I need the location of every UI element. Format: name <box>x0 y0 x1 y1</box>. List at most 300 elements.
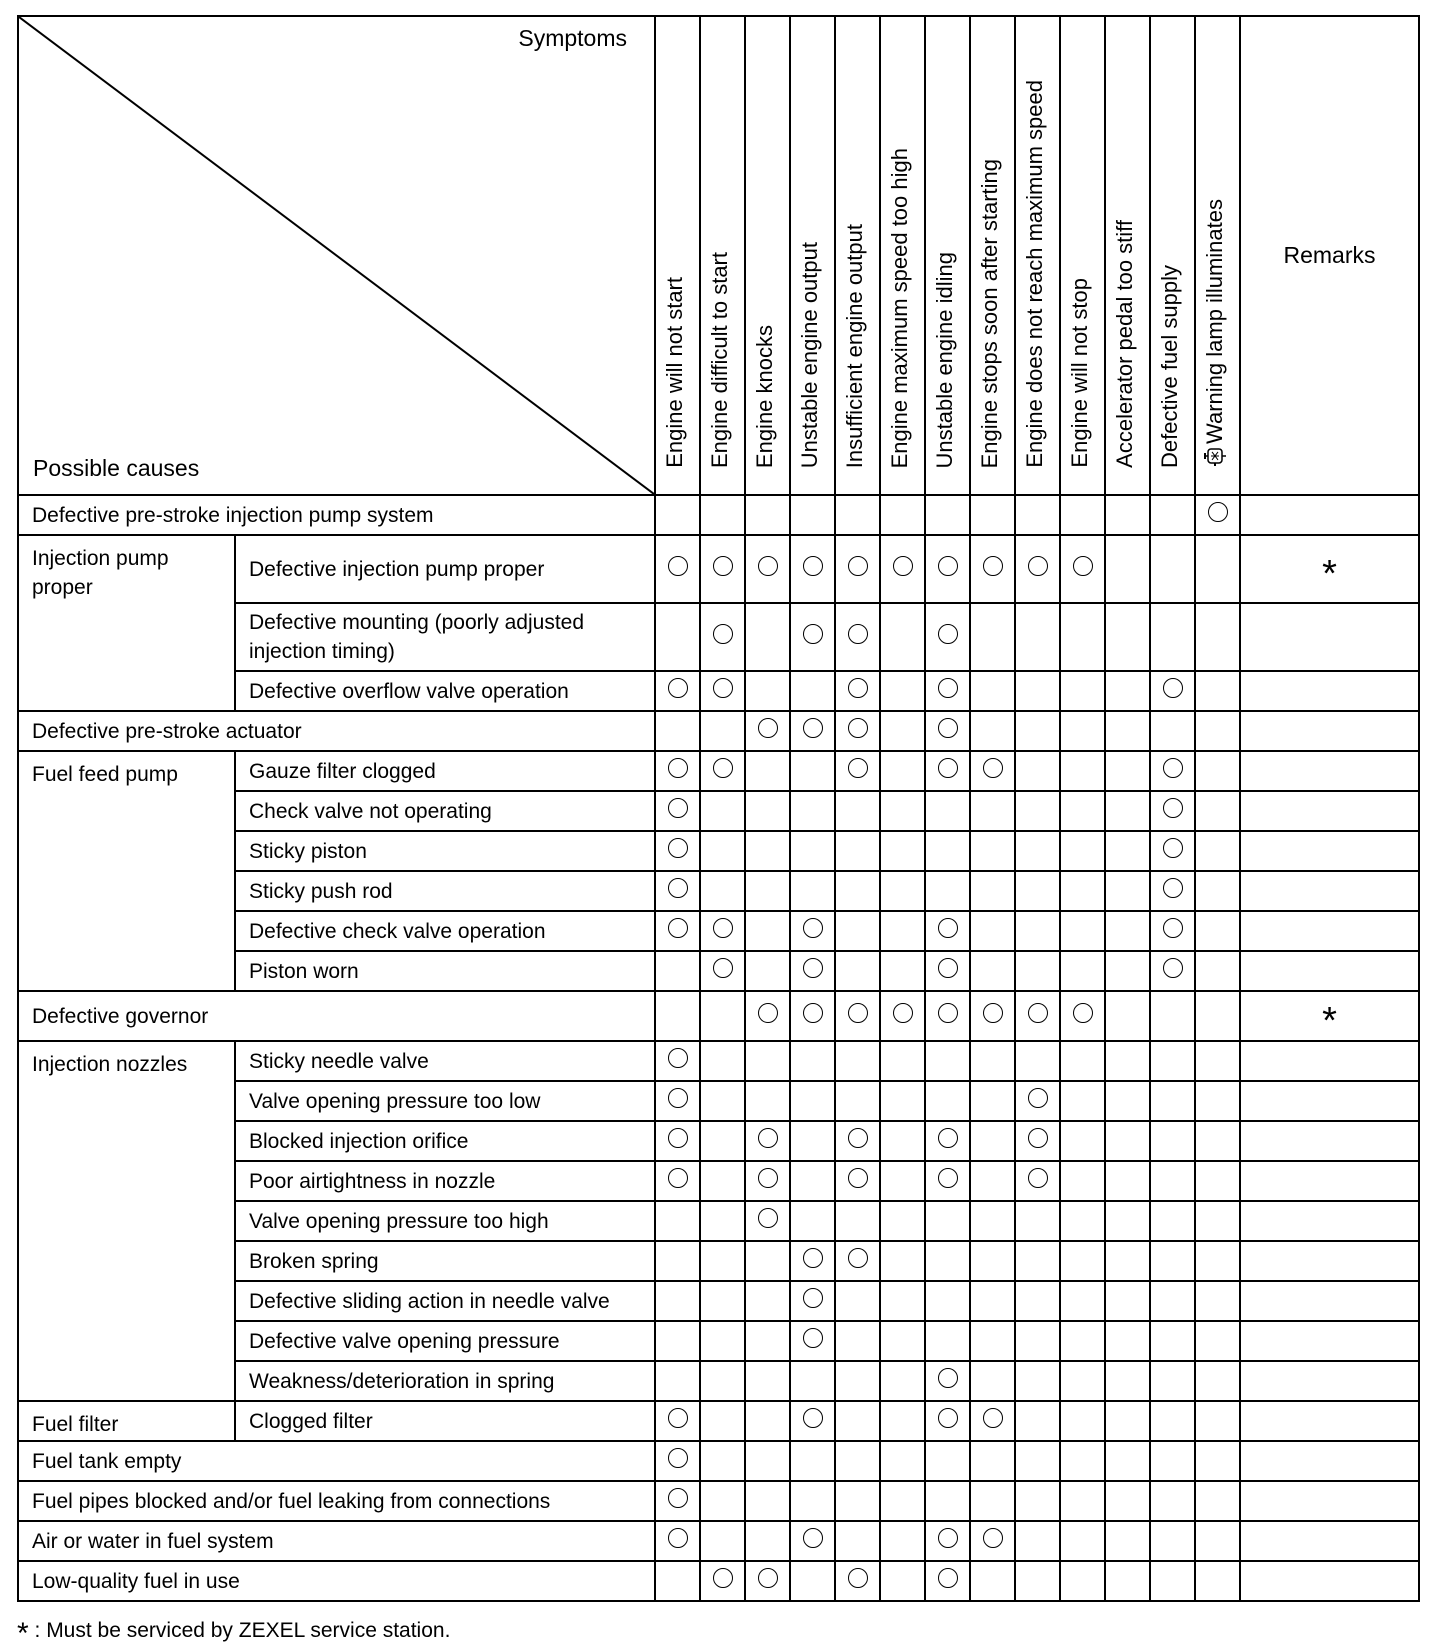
symptom-cell <box>970 1361 1015 1401</box>
symptom-cell <box>835 1081 880 1121</box>
symptom-cell <box>655 751 700 791</box>
symptom-cell <box>925 535 970 603</box>
symptom-cell <box>925 751 970 791</box>
symptom-cell <box>1195 1321 1240 1361</box>
cause-label: Defective pre-stroke actuator <box>18 711 655 751</box>
symptom-cell <box>1195 711 1240 751</box>
symptom-cell <box>655 1201 700 1241</box>
circle-mark-icon <box>758 1568 778 1588</box>
symptom-cell <box>655 1241 700 1281</box>
symptom-cell <box>835 911 880 951</box>
table-row <box>18 751 1419 791</box>
symptom-cell <box>970 791 1015 831</box>
symptom-cell <box>1195 1481 1240 1521</box>
circle-mark-icon <box>668 1488 688 1508</box>
symptom-label <box>709 252 731 468</box>
circle-mark-icon <box>713 678 733 698</box>
symptom-cell <box>1060 1361 1105 1401</box>
circle-mark-icon <box>848 678 868 698</box>
circle-mark-icon <box>1073 1003 1093 1023</box>
symptom-cell <box>970 911 1015 951</box>
symptom-cell <box>1060 1081 1105 1121</box>
symptom-cell <box>655 1281 700 1321</box>
symptom-cell <box>880 831 925 871</box>
symptom-cell <box>925 1081 970 1121</box>
symptom-cell <box>835 1441 880 1481</box>
circle-mark-icon <box>938 1568 958 1588</box>
cause-category: Fuel filter <box>18 1401 235 1441</box>
symptom-cell <box>700 1561 745 1601</box>
symptom-cell <box>1060 711 1105 751</box>
symptom-cell <box>1060 991 1105 1041</box>
circle-mark-icon <box>848 556 868 576</box>
circle-mark-icon <box>803 718 823 738</box>
symptom-cell <box>835 1241 880 1281</box>
cause-label: Poor airtightness in nozzle <box>235 1161 655 1201</box>
symptom-cell <box>1015 1401 1060 1441</box>
symptom-cell <box>790 1081 835 1121</box>
symptom-cell <box>1195 1161 1240 1201</box>
symptom-cell <box>1060 791 1105 831</box>
symptom-cell <box>1105 1201 1150 1241</box>
circle-mark-icon <box>668 838 688 858</box>
symptom-cell <box>925 951 970 991</box>
symptom-cell <box>970 1041 1015 1081</box>
symptom-header <box>655 16 700 495</box>
symptom-cell <box>1105 495 1150 535</box>
symptom-cell <box>925 1521 970 1561</box>
symptom-header <box>1195 16 1240 495</box>
remarks-cell <box>1240 1521 1419 1561</box>
symptom-cell <box>835 1521 880 1561</box>
symptom-cell <box>835 495 880 535</box>
symptom-cell <box>745 495 790 535</box>
symptom-cell <box>1060 1281 1105 1321</box>
table-row <box>18 1521 1419 1561</box>
circle-mark-icon <box>938 624 958 644</box>
symptom-cell <box>1150 1081 1195 1121</box>
symptom-cell <box>1150 535 1195 603</box>
symptom-cell <box>1060 751 1105 791</box>
symptom-cell <box>1195 495 1240 535</box>
symptom-header <box>1015 16 1060 495</box>
symptom-cell <box>700 1081 745 1121</box>
symptom-cell <box>1195 791 1240 831</box>
troubleshooting-table <box>17 15 1420 1602</box>
circle-mark-icon <box>983 1528 1003 1548</box>
circle-mark-icon <box>803 1288 823 1308</box>
symptom-text: Engine difficult to start <box>707 251 732 468</box>
circle-mark-icon <box>803 624 823 644</box>
symptom-cell <box>655 1321 700 1361</box>
symptom-cell <box>1105 711 1150 751</box>
symptom-cell <box>1015 603 1060 671</box>
symptom-cell <box>1060 1121 1105 1161</box>
symptom-cell <box>1195 1561 1240 1601</box>
symptom-cell <box>655 911 700 951</box>
symptom-cell <box>1150 1121 1195 1161</box>
symptom-header <box>700 16 745 495</box>
circle-mark-icon <box>1163 958 1183 978</box>
symptom-cell <box>970 1081 1015 1121</box>
symptom-cell <box>655 871 700 911</box>
symptom-cell <box>745 1121 790 1161</box>
symptom-cell <box>790 603 835 671</box>
symptom-cell <box>1015 1241 1060 1281</box>
circle-mark-icon <box>938 556 958 576</box>
symptom-label <box>1159 265 1181 468</box>
symptom-header <box>970 16 1015 495</box>
symptom-cell <box>1105 991 1150 1041</box>
symptom-cell <box>970 1401 1015 1441</box>
symptom-cell <box>925 791 970 831</box>
circle-mark-icon <box>893 1003 913 1023</box>
symptom-cell <box>1015 1361 1060 1401</box>
symptom-cell <box>835 951 880 991</box>
circle-mark-icon <box>803 1408 823 1428</box>
remarks-cell <box>1240 871 1419 911</box>
symptom-cell <box>1150 603 1195 671</box>
circle-mark-icon <box>1028 1128 1048 1148</box>
symptom-cell <box>1150 991 1195 1041</box>
symptom-cell <box>790 751 835 791</box>
remarks-header: Remarks <box>1240 16 1419 495</box>
symptom-cell <box>1150 495 1195 535</box>
symptom-cell <box>925 871 970 911</box>
symptom-cell <box>1195 1201 1240 1241</box>
symptom-cell <box>1150 1361 1195 1401</box>
symptom-cell <box>790 495 835 535</box>
symptom-cell <box>1105 1521 1150 1561</box>
symptom-cell <box>700 1201 745 1241</box>
symptom-cell <box>880 1041 925 1081</box>
remarks-cell <box>1240 911 1419 951</box>
symptom-cell <box>790 1561 835 1601</box>
symptom-text: Engine will not start <box>662 277 687 468</box>
symptom-cell <box>1105 1241 1150 1281</box>
symptom-cell <box>970 831 1015 871</box>
symptom-cell <box>925 1321 970 1361</box>
symptom-cell <box>835 1281 880 1321</box>
diagonal-header-cell <box>18 16 655 495</box>
symptom-cell <box>1150 751 1195 791</box>
remarks-cell <box>1240 1041 1419 1081</box>
symptom-cell <box>1015 1281 1060 1321</box>
symptom-cell <box>745 831 790 871</box>
symptom-cell <box>970 1521 1015 1561</box>
table-row <box>18 1441 1419 1481</box>
symptom-cell <box>1015 1201 1060 1241</box>
symptom-cell <box>745 1561 790 1601</box>
symptom-cell <box>835 1121 880 1161</box>
table-row <box>18 711 1419 751</box>
remarks-cell <box>1240 711 1419 751</box>
symptom-cell <box>700 791 745 831</box>
symptom-cell <box>880 1401 925 1441</box>
symptom-text: Engine knocks <box>752 324 777 468</box>
circle-mark-icon <box>1163 838 1183 858</box>
symptom-cell <box>1195 535 1240 603</box>
symptom-cell <box>1195 671 1240 711</box>
symptom-cell <box>880 1561 925 1601</box>
symptom-cell <box>1195 871 1240 911</box>
circle-mark-icon <box>668 1128 688 1148</box>
symptom-header <box>1150 16 1195 495</box>
symptom-cell <box>655 603 700 671</box>
symptom-cell <box>835 991 880 1041</box>
symptom-cell <box>970 751 1015 791</box>
circle-mark-icon <box>848 758 868 778</box>
remarks-cell <box>1240 671 1419 711</box>
symptom-cell <box>700 1401 745 1441</box>
circle-mark-icon <box>848 1128 868 1148</box>
cause-label: Low-quality fuel in use <box>18 1561 655 1601</box>
symptom-cell <box>925 1041 970 1081</box>
table-row <box>18 535 1419 603</box>
symptom-cell <box>880 1521 925 1561</box>
symptom-cell <box>700 831 745 871</box>
symptom-cell <box>700 671 745 711</box>
symptom-cell <box>1015 871 1060 911</box>
cause-label: Clogged filter <box>235 1401 655 1441</box>
symptom-cell <box>1195 1121 1240 1161</box>
symptom-cell <box>880 871 925 911</box>
circle-mark-icon <box>668 1048 688 1068</box>
symptom-cell <box>1195 1081 1240 1121</box>
symptom-cell <box>1195 951 1240 991</box>
circle-mark-icon <box>1208 502 1228 522</box>
symptom-cell <box>880 535 925 603</box>
symptom-cell <box>970 671 1015 711</box>
symptom-cell <box>1195 1281 1240 1321</box>
symptom-cell <box>880 603 925 671</box>
symptom-text: Engine does not reach maximum speed <box>1022 80 1047 468</box>
remarks-cell: * <box>1240 535 1419 603</box>
remarks-cell <box>1240 1561 1419 1601</box>
cause-label: Defective governor <box>18 991 655 1041</box>
symptom-label <box>1114 220 1136 468</box>
symptom-cell <box>835 831 880 871</box>
symptom-cell <box>700 711 745 751</box>
symptom-cell <box>1060 1161 1105 1201</box>
cause-label: Gauze filter clogged <box>235 751 655 791</box>
symptom-cell <box>1150 1481 1195 1521</box>
symptom-cell <box>1105 1481 1150 1521</box>
symptom-cell <box>745 791 790 831</box>
possible-causes-label: Possible causes <box>33 455 200 481</box>
symptom-cell <box>970 1121 1015 1161</box>
symptom-cell <box>1150 711 1195 751</box>
symptom-cell <box>745 991 790 1041</box>
symptom-cell <box>1105 791 1150 831</box>
footnote <box>17 1617 450 1651</box>
circle-mark-icon <box>758 1128 778 1148</box>
symptom-cell <box>1150 1281 1195 1321</box>
symptom-cell <box>1015 751 1060 791</box>
cause-label: Piston worn <box>235 951 655 991</box>
symptom-cell <box>1150 871 1195 911</box>
symptom-cell <box>745 1081 790 1121</box>
symptom-cell <box>970 1561 1015 1601</box>
symptom-cell <box>1015 711 1060 751</box>
symptom-cell <box>1105 751 1150 791</box>
symptom-cell <box>1195 1361 1240 1401</box>
symptom-cell <box>1015 1121 1060 1161</box>
symptom-cell <box>700 495 745 535</box>
circle-mark-icon <box>668 878 688 898</box>
symptom-cell <box>700 951 745 991</box>
symptom-cell <box>700 911 745 951</box>
circle-mark-icon <box>1163 798 1183 818</box>
circle-mark-icon <box>848 1568 868 1588</box>
symptom-cell <box>655 1361 700 1401</box>
circle-mark-icon <box>983 758 1003 778</box>
symptom-cell <box>790 1521 835 1561</box>
remarks-cell <box>1240 1161 1419 1201</box>
symptom-header <box>1105 16 1150 495</box>
engine-warning-lamp-icon <box>1204 444 1226 468</box>
symptom-cell <box>1060 1241 1105 1281</box>
symptom-cell <box>1060 1201 1105 1241</box>
symptom-cell <box>925 1201 970 1241</box>
symptom-cell <box>1015 1041 1060 1081</box>
symptom-cell <box>1015 791 1060 831</box>
circle-mark-icon <box>803 918 823 938</box>
symptom-cell <box>835 791 880 831</box>
symptom-cell <box>655 991 700 1041</box>
symptom-cell <box>745 671 790 711</box>
symptom-cell <box>1150 1521 1195 1561</box>
symptom-cell <box>1015 991 1060 1041</box>
symptom-cell <box>1015 1321 1060 1361</box>
symptom-cell <box>835 1561 880 1601</box>
symptom-cell <box>835 1401 880 1441</box>
symptom-cell <box>1105 1041 1150 1081</box>
symptom-cell <box>1015 495 1060 535</box>
symptom-cell <box>925 1401 970 1441</box>
circle-mark-icon <box>1163 678 1183 698</box>
table-row <box>18 991 1419 1041</box>
symptom-cell <box>1015 1081 1060 1121</box>
symptom-cell <box>745 1241 790 1281</box>
symptom-cell <box>1015 1521 1060 1561</box>
symptom-cell <box>1150 1241 1195 1281</box>
symptom-cell <box>880 1161 925 1201</box>
remarks-cell <box>1240 1361 1419 1401</box>
circle-mark-icon <box>668 1448 688 1468</box>
cause-label: Defective mounting (poorly adjusted injection timing) <box>235 603 655 671</box>
symptom-text: Insufficient engine output <box>842 223 867 468</box>
symptom-cell <box>1195 1521 1240 1561</box>
symptom-cell <box>1150 671 1195 711</box>
symptom-cell <box>745 1521 790 1561</box>
symptom-label <box>979 159 1001 468</box>
circle-mark-icon <box>938 718 958 738</box>
symptom-cell <box>790 911 835 951</box>
symptom-cell <box>790 831 835 871</box>
symptom-cell <box>1195 991 1240 1041</box>
symptom-cell <box>925 1361 970 1401</box>
symptom-text: Warning lamp illuminates <box>1202 199 1227 444</box>
symptom-cell <box>790 1041 835 1081</box>
symptom-cell <box>1195 911 1240 951</box>
symptom-cell <box>700 1041 745 1081</box>
table-row <box>18 495 1419 535</box>
cause-label: Defective pre-stroke injection pump system <box>18 495 655 535</box>
circle-mark-icon <box>938 1003 958 1023</box>
symptom-label <box>1024 80 1046 468</box>
symptom-label <box>664 277 686 468</box>
footnote-text: : Must be serviced by ZEXEL service station. <box>28 1619 451 1642</box>
table-row <box>18 1561 1419 1601</box>
symptom-label <box>799 242 821 468</box>
symptom-cell <box>700 991 745 1041</box>
symptom-cell <box>925 1121 970 1161</box>
symptom-cell <box>1105 1081 1150 1121</box>
symptom-cell <box>745 951 790 991</box>
symptom-cell <box>880 1121 925 1161</box>
symptom-text: Engine stops soon after starting <box>977 158 1002 468</box>
circle-mark-icon <box>713 918 733 938</box>
circle-mark-icon <box>758 556 778 576</box>
symptom-cell <box>1105 871 1150 911</box>
symptom-cell <box>1150 791 1195 831</box>
circle-mark-icon <box>983 1003 1003 1023</box>
circle-mark-icon <box>1028 1003 1048 1023</box>
cause-label: Valve opening pressure too high <box>235 1201 655 1241</box>
symptom-cell <box>1105 911 1150 951</box>
symptom-cell <box>1195 831 1240 871</box>
symptom-cell <box>1060 1521 1105 1561</box>
symptom-cell <box>925 1281 970 1321</box>
symptom-cell <box>745 1201 790 1241</box>
remarks-cell <box>1240 831 1419 871</box>
circle-mark-icon <box>668 1408 688 1428</box>
symptom-cell <box>700 871 745 911</box>
symptom-cell <box>1150 831 1195 871</box>
circle-mark-icon <box>938 1528 958 1548</box>
symptom-text: Accelerator pedal too stiff <box>1112 220 1137 468</box>
symptom-cell <box>790 991 835 1041</box>
symptom-cell <box>655 1521 700 1561</box>
symptom-cell <box>1150 1561 1195 1601</box>
circle-mark-icon <box>803 1328 823 1348</box>
circle-mark-icon <box>803 1003 823 1023</box>
symptom-label <box>1069 278 1091 468</box>
header-row <box>18 16 1419 495</box>
symptom-cell <box>790 1321 835 1361</box>
symptom-label <box>844 224 866 468</box>
symptom-cell <box>1060 495 1105 535</box>
symptom-cell <box>1060 603 1105 671</box>
symptom-text: Engine maximum speed too high <box>887 147 912 468</box>
symptom-cell <box>1195 1441 1240 1481</box>
symptom-cell <box>745 1441 790 1481</box>
symptom-header <box>745 16 790 495</box>
symptom-cell <box>1015 671 1060 711</box>
circle-mark-icon <box>938 1408 958 1428</box>
remarks-cell <box>1240 495 1419 535</box>
symptom-cell <box>655 1161 700 1201</box>
cause-label: Defective overflow valve operation <box>235 671 655 711</box>
symptom-cell <box>790 1281 835 1321</box>
symptom-cell <box>700 1281 745 1321</box>
symptom-cell <box>970 495 1015 535</box>
symptom-cell <box>880 751 925 791</box>
circle-mark-icon <box>848 718 868 738</box>
symptom-cell <box>835 1321 880 1361</box>
symptom-cell <box>1150 1161 1195 1201</box>
